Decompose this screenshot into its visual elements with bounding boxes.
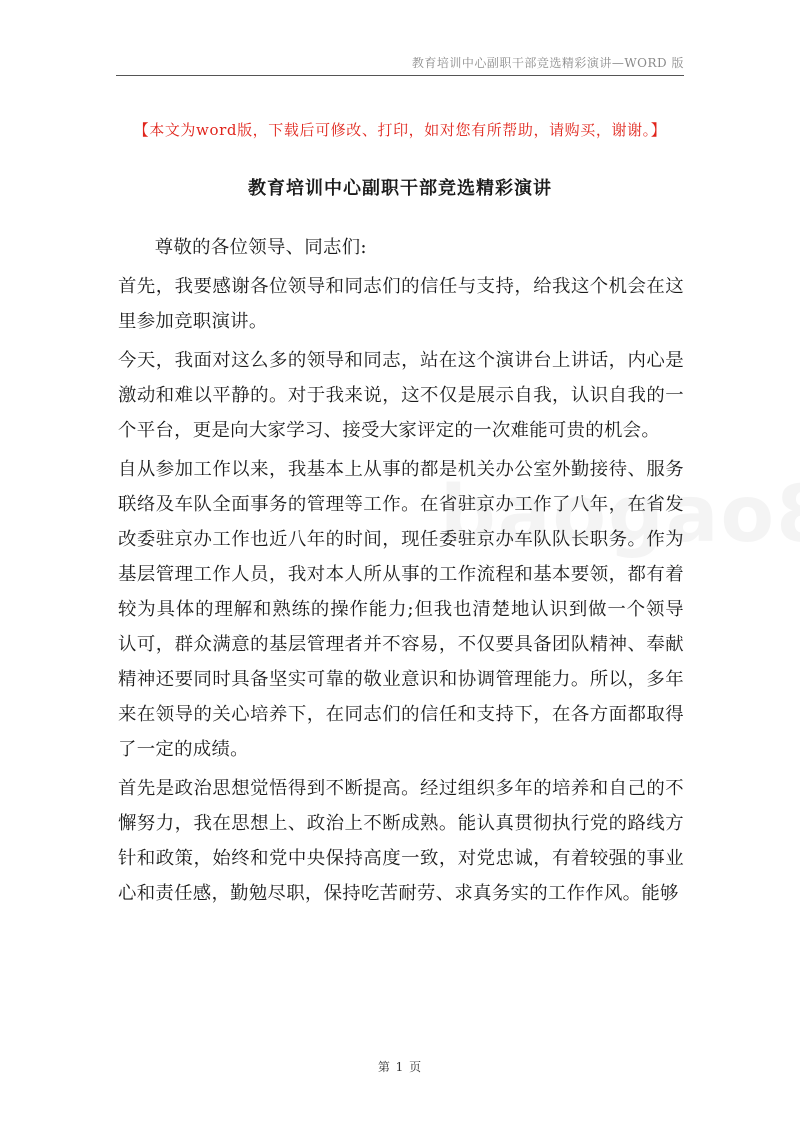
paragraph-4: 首先是政治思想觉悟得到不断提高。经过组织多年的培养和自己的不懈努力，我在思想上、政治上不断成熟。能认真贯彻执行党的路线方针和政策，始终和党中央保持高度一致，对党忠诚，有着较强的事业心和责任感，勤勉尽职，保持吃苦耐劳、求真务实的工作作风。能够 [118,778,684,904]
paragraph-2: 今天，我面对这么多的领导和同志，站在这个演讲台上讲话，内心是激动和难以平静的。对于我来说，这不仅是展示自我，认识自我的一个平台，更是向大家学习、接受大家评定的一次难能可贵的机会。 [118,350,684,441]
running-header: 教育培训中心副职干部竞选精彩演讲—WORD 版 [411,56,684,70]
header-rule [116,75,684,76]
salutation: 尊敬的各位领导、同志们: [154,237,367,258]
page-number: 第 1 页 [377,1060,423,1074]
document-body [118,230,684,915]
paragraph-3: 自从参加工作以来，我基本上从事的都是机关办公室外勤接待、服务联络及车队全面事务的管理等工作。在省驻京办工作了八年，在省发改委驻京办工作也近八年的时间，现任委驻京办车队队长职务。作为基层管理工作人员，我对本人所从事的工作流程和基本要领，都有着较为具体的理解和熟练的操作能力;但我也清楚地认识到做一个领导认可，群众满意的基层管理者并不容易，不仅要具备团队精神、奉献精神还要同时具备坚实可靠的敬业意识和协调管理能力。所以，多年来在领导的关心培养下，在同志们的信任和支持下，在各方面都取得了一定的成绩。 [118,459,684,760]
purchase-notice: 【本文为word版，下载后可修改、打印，如对您有所帮助，请购买，谢谢。】 [133,121,667,139]
document-title: 教育培训中心副职干部竞选精彩演讲 [248,178,552,199]
paragraph-1: 首先，我要感谢各位领导和同志们的信任与支持，给我这个机会在这里参加竞职演讲。 [118,276,684,332]
